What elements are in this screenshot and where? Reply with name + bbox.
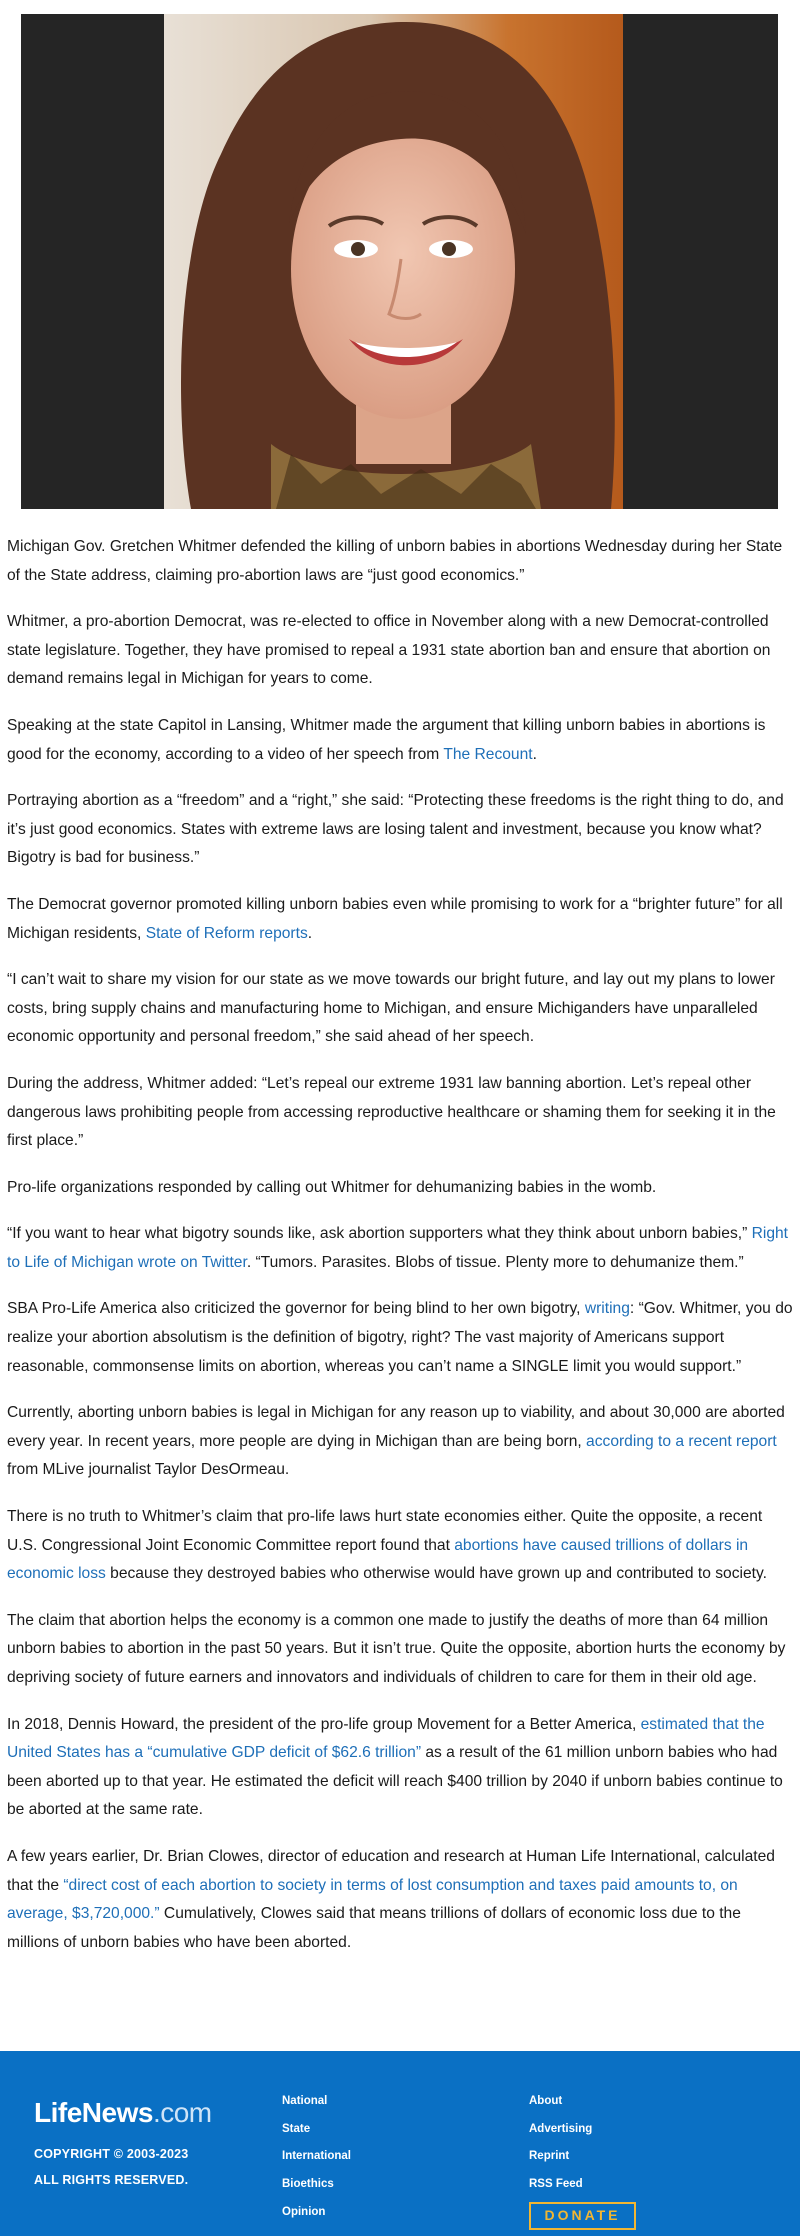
article-paragraph (7, 966, 793, 1052)
article-link[interactable]: writing (584, 1300, 630, 1318)
article-paragraph (7, 1607, 793, 1693)
paragraph-text: Pro-life organizations responded by calling out Whitmer for dehumanizing babies in the womb. (7, 1178, 657, 1196)
paragraph-text: : “Gov. Whitmer, you do realize your abortion absolutism is the definition of bigotry, right? The vast majority of Americans support reasonable, commonsense limits on abortion, whereas you can’t name a SINGLE limit you would support.” (7, 1300, 793, 1375)
footer-link-bioethics[interactable]: Bioethics (282, 2178, 334, 2191)
paragraph-text: Cumulatively, Clowes said that means trillions of dollars of economic loss due to the millions of unborn babies who have been aborted. (7, 1905, 741, 1951)
article-paragraph (7, 712, 793, 769)
paragraph-text: Currently, aborting unborn babies is legal in Michigan for any reason up to viability, and about 30,000 are aborted every year. In recent years, more people are dying in Michigan than are being born, (7, 1404, 785, 1450)
logo-suffix-text: .com (152, 2097, 212, 2128)
footer-link-state[interactable]: State (282, 2122, 311, 2135)
paragraph-text: “I can’t wait to share my vision for our state as we move towards our bright future, and lay out my plans to lower costs, bring supply chains and manufacturing home to Michigan, and ensure Michiganders have unparalleled economic opportunity and personal freedom,” she said ahead of her speech. (7, 971, 775, 1046)
paragraph-text: “If you want to hear what bigotry sounds like, ask abortion supporters what they think about unborn babies,” (7, 1225, 752, 1243)
footer-link-opinion[interactable]: Opinion (282, 2205, 326, 2218)
paragraph-text: Michigan Gov. Gretchen Whitmer defended the killing of unborn babies in abortions Wednesday during her State of the State address, claiming pro-abortion laws are “just good economics.” (7, 538, 783, 584)
paragraph-text: . (532, 745, 537, 763)
rights-text: ALL RIGHTS RESERVED. (34, 2173, 189, 2187)
article-link[interactable]: The Recount (443, 745, 533, 763)
paragraph-text: from MLive journalist Taylor DesOrmeau. (7, 1461, 290, 1479)
paragraph-text: . (307, 924, 313, 942)
article-link[interactable]: Right to Life of Michigan wrote on Twitter (7, 1225, 789, 1271)
paragraph-text: There is no truth to Whitmer’s claim that pro-life laws hurt state economies either. Quite the opposite, a recent U.S. Congressional Joint Economic Committee report found that (7, 1508, 763, 1554)
footer-link-international[interactable]: International (282, 2150, 352, 2163)
paragraph-text: Portraying abortion as a “freedom” and a “right,” she said: “Protecting these freedoms is the right thing to do, and it’s just good economics. States with extreme laws are losing talent and investment, because you know what? Bigotry is bad for business.” (7, 792, 784, 867)
footer-link-rss-feed[interactable]: RSS Feed (529, 2178, 583, 2191)
paragraph-text: The claim that abortion helps the economy is a common one made to justify the deaths of more than 64 million unborn babies to abortion in the past 50 years. But it isn’t true. Quite the opposite, abortion hurts the economy by depriving society of future earners and innovators and individuals of children to care for them in their old age. (7, 1611, 786, 1686)
article-paragraph (7, 533, 793, 590)
article-paragraph (7, 891, 793, 948)
footer-nav-col-2 (529, 2093, 592, 2204)
logo-main-text: LifeNews (34, 2097, 153, 2128)
donate-button[interactable]: DONATE (529, 2202, 636, 2230)
paragraph-text: In 2018, Dennis Howard, the president of the pro-life group Movement for a Better America, (7, 1715, 641, 1733)
paragraph-text: as a result of the 61 million unborn babies who had been aborted up to that year. He estimated the deficit will reach $400 trillion by 2040 if unborn babies continue to be aborted at the same rate. (7, 1744, 783, 1819)
paragraph-text: . “Tumors. Parasites. Blobs of tissue. Plenty more to dehumanize them.” (246, 1253, 744, 1271)
article-body (7, 533, 793, 1975)
copyright-text: COPYRIGHT © 2003-2023 (34, 2147, 189, 2161)
hero-image (21, 14, 778, 509)
article-paragraph (7, 1174, 793, 1203)
footer-nav-col-1 (282, 2093, 351, 2231)
footer-link-about[interactable]: About (529, 2095, 563, 2107)
paragraph-text: During the address, Whitmer added: “Let’s repeal our extreme 1931 law banning abortion. Let’s repeal other dangerous laws prohibiting people from accessing reproductive healthcare or shaming them for seeking it in the first place.” (7, 1074, 776, 1150)
article-paragraph (7, 1843, 793, 1957)
paragraph-text: SBA Pro-Life America also criticized the governor for being blind to her own bigotry, (7, 1300, 585, 1318)
footer-link-advertising[interactable]: Advertising (529, 2122, 593, 2135)
paragraph-text: because they destroyed babies who otherwise would have grown up and contributed to society. (105, 1565, 767, 1583)
footer-link-national[interactable]: National (282, 2095, 328, 2107)
footer-link-reprint[interactable]: Reprint (529, 2150, 570, 2163)
article-paragraph (7, 1503, 793, 1589)
article-link[interactable]: according to a recent report (586, 1432, 777, 1450)
article-paragraph (7, 1711, 793, 1825)
portrait-photo (21, 14, 778, 509)
article-paragraph (7, 1220, 793, 1277)
article-link[interactable]: State of Reform reports (145, 924, 308, 942)
article-paragraph (7, 1295, 793, 1381)
lifenews-logo[interactable] (34, 2097, 212, 2129)
article-link[interactable]: “direct cost of each abortion to society in terms of lost consumption and taxes paid amounts to, on average, $3,720,000.” (7, 1876, 738, 1923)
article-paragraph (7, 1070, 793, 1156)
article-paragraph (7, 787, 793, 873)
paragraph-text: The Democrat governor promoted killing unborn babies even while promising to work for a “brighter future” for all Michigan residents, (7, 895, 783, 942)
paragraph-text: A few years earlier, Dr. Brian Clowes, director of education and research at Human Life International, calculated that the (7, 1847, 775, 1894)
article-link[interactable]: abortions have caused trillions of dollars in economic loss (7, 1536, 749, 1583)
article-paragraph (7, 608, 793, 694)
article-link[interactable]: estimated that the United States has a “cumulative GDP deficit of $62.6 trillion” (7, 1715, 765, 1762)
article-paragraph (7, 1399, 793, 1485)
site-footer (0, 2051, 800, 2236)
paragraph-text: Whitmer, a pro-abortion Democrat, was re-elected to office in November along with a new Democrat-controlled state legislature. Together, they have promised to repeal a 1931 state abortion ban and ensure that abortion on demand remains legal in Michigan for years to come. (7, 613, 771, 688)
paragraph-text: Speaking at the state Capitol in Lansing, Whitmer made the argument that killing unborn babies in abortions is good for the economy, according to a video of her speech from (7, 716, 766, 763)
